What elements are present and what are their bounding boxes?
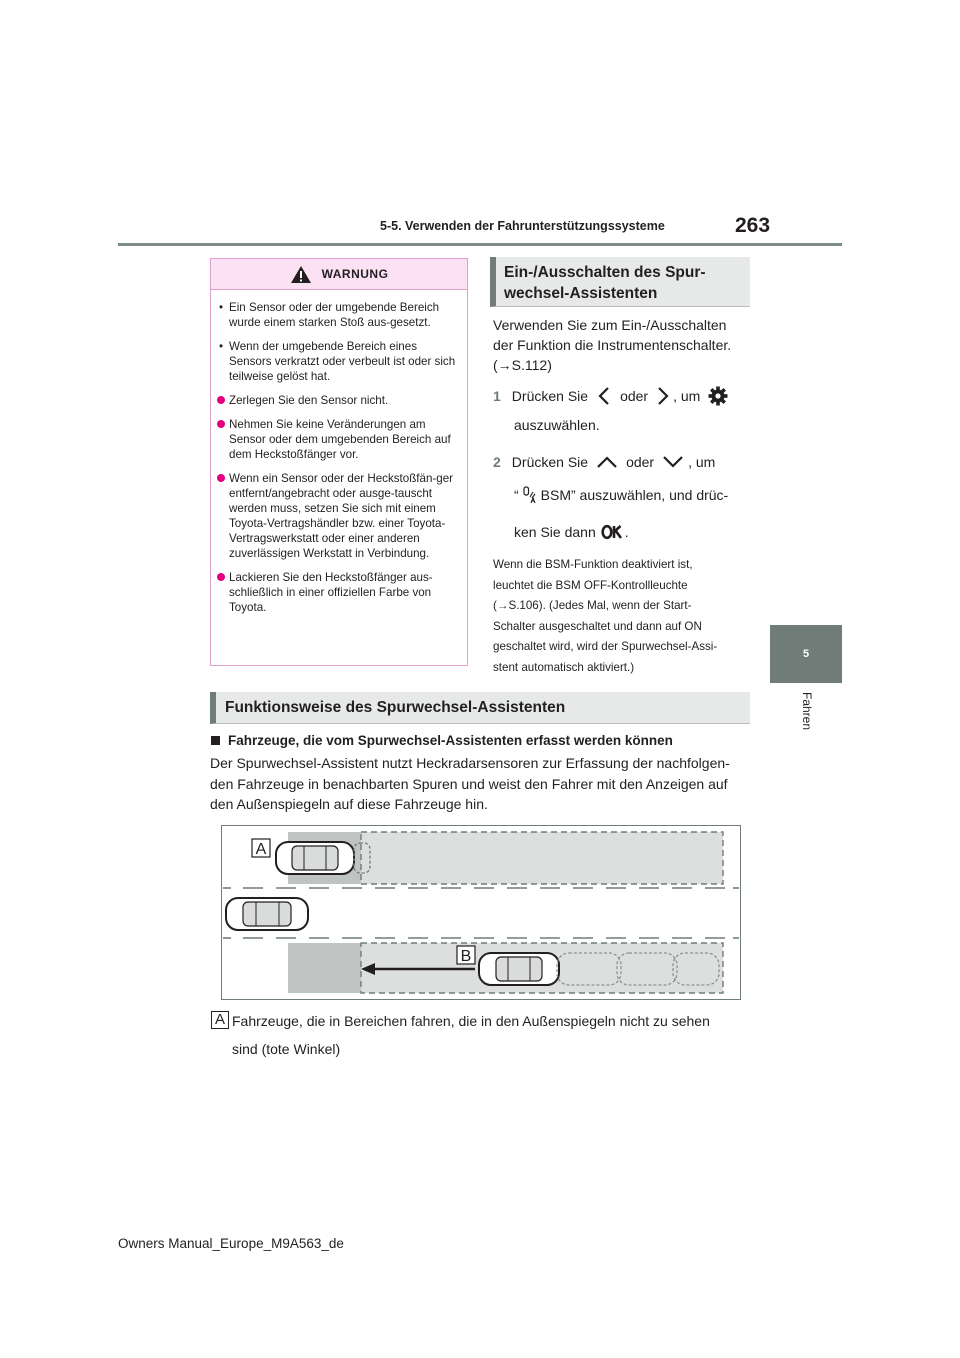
car-icon-own [226,898,308,930]
bsm-icon [522,486,538,504]
onoff-intro-line1: Verwenden Sie zum Ein-/Ausschalten [493,317,727,333]
onoff-heading-line1: Ein-/Ausschalten des Spur- [504,264,706,281]
warning-header [211,259,467,290]
car-icon-bottom [479,953,559,985]
footer-text: Owners Manual_Europe_M9A563_de [118,1236,344,1251]
body-line: den Fahrzeuge in benachbarten Spuren und weist den Fahrer mit den Anzeigen auf [210,775,728,792]
step-1 [493,386,728,406]
warning-list [211,300,467,615]
step-2-text-e: BSM” auszuwählen, und drüc- [540,487,729,503]
function-subheading [211,733,673,748]
step-2-text-a: Drücken Sie [511,454,589,470]
warning-title: WARNUNG [321,267,389,281]
step-2-text-c: , um [688,454,716,470]
onoff-intro [493,315,731,375]
note-line: Schalter ausgeschaltet und dann auf ON [493,619,702,633]
caption-line2: sind (tote Winkel) [232,1041,341,1057]
blind-spot-zone-bottom [288,943,361,993]
chapter-number: 5 [802,648,810,660]
warning-dash-item: • Ein Sensor oder der umgebende Bereich wurde einem starken Stoß aus-gesetzt. [211,300,459,330]
step-2 [493,452,715,472]
onoff-intro-line2: der Funktion die Instrumentenschalter. [493,337,732,353]
step-2-text-d: “ [514,487,519,503]
chevron-down-icon [662,455,684,469]
step-1-text-c: , um [673,388,701,404]
note-line: Wenn die BSM-Funktion deaktiviert ist, [493,558,693,571]
body-line: den Außenspiegeln auf diese Fahrzeuge hin. [210,796,488,812]
chevron-up-icon [596,455,618,469]
function-subheading-text: Fahrzeuge, die vom Spurwechsel-Assistenten erfasst werden können [228,733,673,748]
square-bullet-icon [211,736,220,745]
chevron-left-icon [598,386,610,406]
step-2-text-g: . [624,524,629,540]
warning-dash-item: • Wenn der umgebende Bereich eines Sensors verkratzt oder verbeult ist oder sich teilweise gelöst hat. [211,339,459,384]
caption-letter-box: A [211,1011,229,1029]
warning-circle-item: Wenn ein Sensor oder der Heckstoßfän-ger entfernt/angebracht oder ausge-tauscht werden muss, setzen Sie sich mit einem Toyota-Vertragshändler bzw. einer Toyota-Vertragswerkstatt oder einer anderen zuverlässigen Werkstatt in Verbindung. [211,471,459,561]
warning-circle-item: Nehmen Sie keine Veränderungen am Sensor oder dem umgebenden Bereich auf dem Heckstoßfänger vor. [211,417,459,462]
onoff-heading-line2: wechsel-Assistenten [504,285,658,302]
bsm-note [493,555,717,678]
step-1-text-d: auszuwählen. [514,417,600,433]
function-body [210,753,730,815]
step-2-line2 [514,485,728,505]
warning-triangle-icon [290,265,312,284]
caption-line1: Fahrzeuge, die in Bereichen fahren, die in den Außenspiegeln nicht zu sehen [232,1013,710,1029]
note-line: leuchtet die BSM OFF-Kontrollleuchte [493,578,688,592]
function-heading: Funktionsweise des Spurwechsel-Assistenten [210,692,750,724]
step-1-number: 1 [493,388,501,404]
step-1-text-b: oder [620,388,649,404]
chevron-right-icon [657,386,669,406]
note-line: (→S.106). (Jedes Mal, wenn der Start- [493,599,692,612]
step-2-line3 [514,522,629,542]
warning-circle-item: Zerlegen Sie den Sensor nicht. [211,393,459,408]
label-b: B [460,948,472,965]
body-line: Der Spurwechsel-Assistent nutzt Heckradarsensoren zur Erfassung der nachfolgen- [210,755,730,771]
step-2-text-b: oder [626,454,655,470]
step-1-text-a: Drücken Sie [511,388,589,404]
section-title: 5-5. Verwenden der Fahrunterstützungssysteme [380,219,665,233]
header-rule [118,243,842,246]
lane-diagram [221,825,741,1000]
chapter-label: Fahren [800,692,814,731]
chapter-label-wrap [800,692,814,752]
gear-icon [708,386,728,406]
page-number: 263 [735,214,771,237]
detection-zone-top [361,832,723,884]
step-2-number: 2 [493,454,501,470]
warning-circle-item: Lackieren Sie den Heckstoßfänger aus-schließlich in einer offiziellen Farbe von Toyota. [211,570,459,615]
step-2-text-f: ken Sie dann [514,524,596,540]
chapter-tab[interactable] [770,625,842,683]
ok-button-icon [601,524,623,540]
onoff-intro-line3: (→S.112) [493,357,552,373]
onoff-heading [490,257,750,307]
label-a: A [255,841,267,858]
car-icon-top [276,842,354,874]
note-line: geschaltet wird, wird der Spurwechsel-Assi- [493,640,718,653]
note-line: stent automatisch aktiviert.) [493,660,635,674]
warning-box [210,258,468,666]
